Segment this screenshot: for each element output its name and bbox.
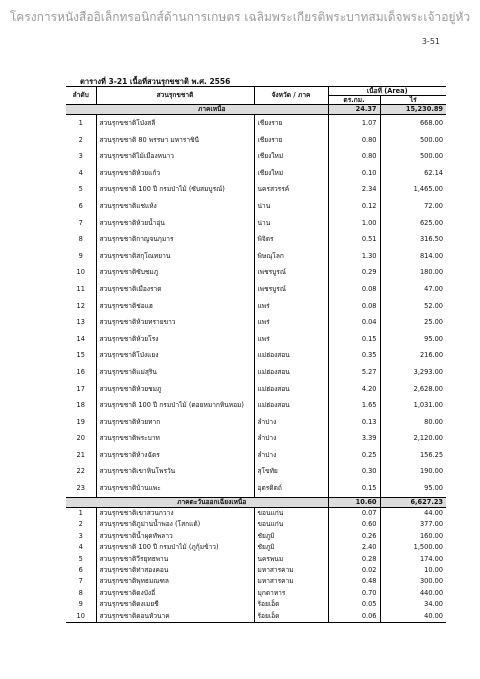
row-area-rai: 156.25 xyxy=(380,447,446,464)
row-arboretum-name: สวนรุกขชาติไม้เมืองหนาว xyxy=(96,148,254,165)
row-number: 10 xyxy=(76,268,85,277)
row-number: 1 xyxy=(78,119,83,127)
row-area-rai: 25.00 xyxy=(380,314,446,331)
row-area-sqkm: 1.00 xyxy=(328,215,380,232)
row-number: 13 xyxy=(76,318,85,327)
table-row xyxy=(66,430,446,447)
table-row xyxy=(66,248,446,265)
row-number: 7 xyxy=(78,577,83,586)
row-area-rai: 300.00 xyxy=(380,576,446,587)
col-header-name: สวนรุกขชาติ xyxy=(96,87,254,105)
row-number: 19 xyxy=(76,417,85,426)
row-number: 1 xyxy=(78,509,83,518)
row-arboretum-name: สวนรุกขชาติภูม่านน้ำพอง (โสกแต้) xyxy=(96,519,254,530)
row-area-sqkm: 0.15 xyxy=(328,331,380,348)
row-province: พิษณุโลก xyxy=(254,248,328,265)
row-number: 4 xyxy=(78,168,83,177)
row-number: 11 xyxy=(76,284,85,293)
row-area-rai: 52.00 xyxy=(380,298,446,315)
row-area-sqkm: 0.30 xyxy=(328,463,380,480)
row-province: ร้อยเอ็ด xyxy=(254,610,328,622)
row-arboretum-name: สวนรุกขชาติแช่แห้ง xyxy=(96,198,254,215)
row-area-rai: 34.00 xyxy=(380,599,446,610)
page-number: 3-51 xyxy=(421,37,440,46)
row-number: 3 xyxy=(78,152,83,161)
table-row xyxy=(66,314,446,331)
table-caption: ตารางที่ 3-21 เนื้อที่สวนรุกขชาติ พ.ศ. 2556 xyxy=(80,77,231,86)
row-area-rai: 1,465.00 xyxy=(380,181,446,198)
row-area-rai: 377.00 xyxy=(380,519,446,530)
table-row xyxy=(66,610,446,622)
row-area-sqkm: 0.51 xyxy=(328,231,380,248)
row-arboretum-name: สวนรุกขชาติดอนหัวนาค xyxy=(96,610,254,622)
region-total-rai: 15,230.89 xyxy=(380,105,446,115)
row-area-rai: 10.00 xyxy=(380,565,446,576)
col-header-rai: ไร่ xyxy=(380,96,446,105)
row-area-rai: 180.00 xyxy=(380,264,446,281)
row-province: ขอนแก่น xyxy=(254,519,328,530)
row-arboretum-name: สวนรุกขชาติ 100 ปี กรมป่าไม้ (ดอยหมากหินหอม) xyxy=(96,397,254,414)
row-arboretum-name: สวนรุกขชาติวีรยุทธพาน xyxy=(96,553,254,564)
row-number: 14 xyxy=(76,334,85,343)
table-row xyxy=(66,198,446,215)
row-arboretum-name: สวนรุกขชาติดงบังอี่ xyxy=(96,587,254,598)
row-arboretum-name: สวนรุกขชาติดงเมยชี xyxy=(96,599,254,610)
table-row xyxy=(66,414,446,431)
row-arboretum-name: สวนรุกขชาติพระบาท xyxy=(96,430,254,447)
row-number: 6 xyxy=(78,201,83,210)
row-province: ลำปาง xyxy=(254,447,328,464)
row-province: น่าน xyxy=(254,198,328,215)
row-arboretum-name: สวนรุกขชาติน้ำผุดทัพลาว xyxy=(96,530,254,541)
row-area-sqkm: 0.13 xyxy=(328,414,380,431)
row-area-sqkm: 2.40 xyxy=(328,542,380,553)
row-number: 6 xyxy=(78,566,83,574)
table-row xyxy=(66,347,446,364)
row-area-sqkm: 0.06 xyxy=(328,610,380,622)
row-number: 4 xyxy=(78,543,83,552)
row-area-sqkm: 0.04 xyxy=(328,314,380,331)
row-area-rai: 216.00 xyxy=(380,347,446,364)
table-row xyxy=(66,215,446,232)
row-province: ขอนแก่น xyxy=(254,507,328,519)
row-province: แม่ฮ่องสอน xyxy=(254,397,328,414)
row-area-rai: 160.00 xyxy=(380,530,446,541)
row-number: 5 xyxy=(78,554,83,563)
row-province: แม่ฮ่องสอน xyxy=(254,381,328,398)
table-row xyxy=(66,264,446,281)
row-area-rai: 95.00 xyxy=(380,480,446,497)
row-number: 2 xyxy=(78,520,83,529)
table-row xyxy=(66,331,446,348)
row-number: 9 xyxy=(78,600,83,609)
table-row xyxy=(66,542,446,553)
row-province: เชียงราย xyxy=(254,115,328,132)
row-area-sqkm: 0.60 xyxy=(328,519,380,530)
row-area-rai: 814.00 xyxy=(380,248,446,265)
row-arboretum-name: สวนรุกขชาติเขาหินโพรวัน xyxy=(96,463,254,480)
table-row xyxy=(66,599,446,610)
table-row xyxy=(66,364,446,381)
region-blank-cell xyxy=(66,105,96,115)
row-area-rai: 62.14 xyxy=(380,165,446,182)
row-number: 23 xyxy=(76,484,85,493)
row-area-sqkm: 0.25 xyxy=(328,447,380,464)
row-arboretum-name: สวนรุกขชาติเขาสวนกวาง xyxy=(96,507,254,519)
table-row xyxy=(66,519,446,530)
table-row xyxy=(66,281,446,298)
row-area-sqkm: 0.80 xyxy=(328,148,380,165)
row-area-rai: 174.00 xyxy=(380,553,446,564)
row-province: สุโขทัย xyxy=(254,463,328,480)
row-number: 18 xyxy=(76,401,85,410)
table-row xyxy=(66,381,446,398)
row-area-sqkm: 0.29 xyxy=(328,264,380,281)
col-header-sqkm: ตร.กม. xyxy=(328,96,380,105)
row-arboretum-name: สวนรุกขชาติโป่งแยง xyxy=(96,347,254,364)
row-area-sqkm: 0.35 xyxy=(328,347,380,364)
row-province: น่าน xyxy=(254,215,328,232)
table-body xyxy=(66,105,446,623)
row-province: มหาสารคาม xyxy=(254,565,328,576)
row-area-rai: 80.00 xyxy=(380,414,446,431)
row-province: เชียงใหม่ xyxy=(254,165,328,182)
row-province: แพร่ xyxy=(254,314,328,331)
table-row xyxy=(66,565,446,576)
row-area-rai: 316.50 xyxy=(380,231,446,248)
row-number: 8 xyxy=(78,588,83,597)
row-area-sqkm: 0.70 xyxy=(328,587,380,598)
row-province: แพร่ xyxy=(254,298,328,315)
row-province: เพชรบูรณ์ xyxy=(254,281,328,298)
row-area-rai: 500.00 xyxy=(380,148,446,165)
row-province: มุกดาหาร xyxy=(254,587,328,598)
row-province: ชัยภูมิ xyxy=(254,530,328,541)
row-area-sqkm: 4.20 xyxy=(328,381,380,398)
row-area-rai: 95.00 xyxy=(380,331,446,348)
row-area-rai: 2,628.00 xyxy=(380,381,446,398)
row-area-rai: 3,293.00 xyxy=(380,364,446,381)
row-area-sqkm: 0.08 xyxy=(328,281,380,298)
row-area-rai: 2,120.00 xyxy=(380,430,446,447)
table-row xyxy=(66,463,446,480)
row-number: 3 xyxy=(78,531,83,540)
row-province: แม่ฮ่องสอน xyxy=(254,364,328,381)
row-number: 17 xyxy=(76,384,85,393)
row-number: 12 xyxy=(76,301,85,310)
row-area-rai: 1,031.00 xyxy=(380,397,446,414)
table-row xyxy=(66,231,446,248)
row-area-sqkm: 0.05 xyxy=(328,599,380,610)
row-area-sqkm: 0.12 xyxy=(328,198,380,215)
row-number: 2 xyxy=(78,135,83,144)
row-area-sqkm: 0.08 xyxy=(328,298,380,315)
row-arboretum-name: สวนรุกขชาติกาญจนกุมาร xyxy=(96,231,254,248)
row-area-sqkm: 0.07 xyxy=(328,507,380,519)
table-row xyxy=(66,530,446,541)
row-arboretum-name: สวนรุกขชาติ 100 ปี กรมป่าไม้ (ภูกุ้มข้าว) xyxy=(96,542,254,553)
region-row xyxy=(66,497,446,507)
row-number: 5 xyxy=(78,185,83,194)
row-province: ร้อยเอ็ด xyxy=(254,599,328,610)
row-arboretum-name: สวนรุกขชาติพุทธมณฑล xyxy=(96,576,254,587)
row-arboretum-name: สวนรุกขชาติ 80 พรรษา มหาราชินี xyxy=(96,132,254,149)
region-total-sqkm: 10.60 xyxy=(328,497,380,507)
row-area-rai: 668.00 xyxy=(380,115,446,132)
row-area-rai: 190.00 xyxy=(380,463,446,480)
row-area-sqkm: 2.34 xyxy=(328,181,380,198)
row-area-rai: 500.00 xyxy=(380,132,446,149)
row-number: 21 xyxy=(76,450,85,459)
table-header xyxy=(66,87,446,105)
row-number: 7 xyxy=(78,218,83,227)
row-area-sqkm: 3.39 xyxy=(328,430,380,447)
row-area-sqkm: 0.28 xyxy=(328,553,380,564)
row-province: เพชรบูรณ์ xyxy=(254,264,328,281)
row-arboretum-name: สวนรุกขชาติโป่งสลี xyxy=(96,115,254,132)
row-number: 16 xyxy=(76,367,85,376)
row-province: แพร่ xyxy=(254,331,328,348)
region-name: ภาคเหนือ xyxy=(96,105,328,115)
row-number: 10 xyxy=(66,610,96,622)
row-province: นครพนม xyxy=(254,553,328,564)
row-arboretum-name: สวนรุกขชาติห้วยน้ำอุ่น xyxy=(96,215,254,232)
row-arboretum-name: สวนรุกขชาติท่าสองคอน xyxy=(96,565,254,576)
row-province: แม่ฮ่องสอน xyxy=(254,347,328,364)
row-area-sqkm: 1.07 xyxy=(328,115,380,132)
row-area-sqkm: 5.27 xyxy=(328,364,380,381)
row-arboretum-name: สวนรุกขชาติแม่สุริน xyxy=(96,364,254,381)
row-area-rai: 440.00 xyxy=(380,587,446,598)
row-arboretum-name: สวนรุกขชาติช่อแฮ xyxy=(96,298,254,315)
table-row xyxy=(66,132,446,149)
table-row xyxy=(66,447,446,464)
row-arboretum-name: สวนรุกขชาติบ้านแพะ xyxy=(96,480,254,497)
row-province: เชียงราย xyxy=(254,132,328,149)
row-arboretum-name: สวนรุกขชาติ 100 ปี กรมป่าไม้ (ซับสมบูรณ์) xyxy=(96,181,254,198)
col-header-area: เนื้อที่ (Area) xyxy=(328,87,446,96)
row-province: มหาสารคาม xyxy=(254,576,328,587)
row-number: 8 xyxy=(78,235,83,244)
table-row xyxy=(66,480,446,497)
row-arboretum-name: สวนรุกขชาติเมืองราด xyxy=(96,281,254,298)
row-number: 20 xyxy=(76,434,85,443)
col-header-province: จังหวัด / ภาค xyxy=(254,87,328,105)
row-arboretum-name: สวนรุกขชาติห้วยแก้ว xyxy=(96,165,254,182)
row-arboretum-name: สวนรุกขชาติห้วยชมภู xyxy=(96,381,254,398)
region-name: ภาคตะวันออกเฉียงเหนือ xyxy=(96,497,328,507)
row-area-rai: 40.00 xyxy=(380,610,446,622)
row-area-rai: 1,500.00 xyxy=(380,542,446,553)
row-province: ชัยภูมิ xyxy=(254,542,328,553)
table-row xyxy=(66,115,446,132)
row-province: ลำปาง xyxy=(254,430,328,447)
row-arboretum-name: สวนรุกขชาติห้วยทาก xyxy=(96,414,254,431)
table-row xyxy=(66,165,446,182)
row-area-rai: 72.00 xyxy=(380,198,446,215)
table-row xyxy=(66,148,446,165)
table-row xyxy=(66,298,446,315)
table-row xyxy=(66,553,446,564)
table-row xyxy=(66,507,446,519)
row-area-sqkm: 0.02 xyxy=(328,565,380,576)
row-area-sqkm: 0.10 xyxy=(328,165,380,182)
row-arboretum-name: สวนรุกขชาติสกุโณทยาน xyxy=(96,248,254,265)
row-province: อุตรดิตถ์ xyxy=(254,480,328,497)
row-arboretum-name: สวนรุกขชาติห้วยโรง xyxy=(96,331,254,348)
col-header-no: ลำดับ xyxy=(66,87,96,105)
row-province: พิจิตร xyxy=(254,231,328,248)
row-area-rai: 44.00 xyxy=(380,507,446,519)
arboretum-area-table xyxy=(66,86,446,623)
region-total-rai: 6,627.23 xyxy=(380,497,446,507)
row-province: นครสวรรค์ xyxy=(254,181,328,198)
row-area-sqkm: 0.48 xyxy=(328,576,380,587)
table-row xyxy=(66,181,446,198)
row-number: 22 xyxy=(76,467,85,476)
row-province: ลำปาง xyxy=(254,414,328,431)
table-row xyxy=(66,576,446,587)
table-row xyxy=(66,397,446,414)
row-arboretum-name: สวนรุกขชาติซับชมภู xyxy=(96,264,254,281)
row-area-rai: 625.00 xyxy=(380,215,446,232)
row-area-sqkm: 0.80 xyxy=(328,132,380,149)
row-province: เชียงใหม่ xyxy=(254,148,328,165)
table-row xyxy=(66,587,446,598)
document-header-title: โครงการหนังสืออิเล็กทรอนิกส์ด้านการเกษตร เฉลิมพระเกียรติพระบาทสมเด็จพระเจ้าอยู่หัว xyxy=(9,10,471,24)
row-arboretum-name: สวนรุกขชาติห้วยทรายขาว xyxy=(96,314,254,331)
row-area-sqkm: 1.30 xyxy=(328,248,380,265)
row-area-sqkm: 0.15 xyxy=(328,480,380,497)
region-blank-cell xyxy=(66,497,96,507)
row-area-sqkm: 0.26 xyxy=(328,530,380,541)
region-row xyxy=(66,105,446,115)
row-arboretum-name: สวนรุกขชาติห้างฉัตร xyxy=(96,447,254,464)
row-area-rai: 47.00 xyxy=(380,281,446,298)
row-number: 15 xyxy=(76,351,85,360)
row-area-sqkm: 1.65 xyxy=(328,397,380,414)
region-total-sqkm: 24.37 xyxy=(328,105,380,115)
row-number: 9 xyxy=(78,251,83,260)
